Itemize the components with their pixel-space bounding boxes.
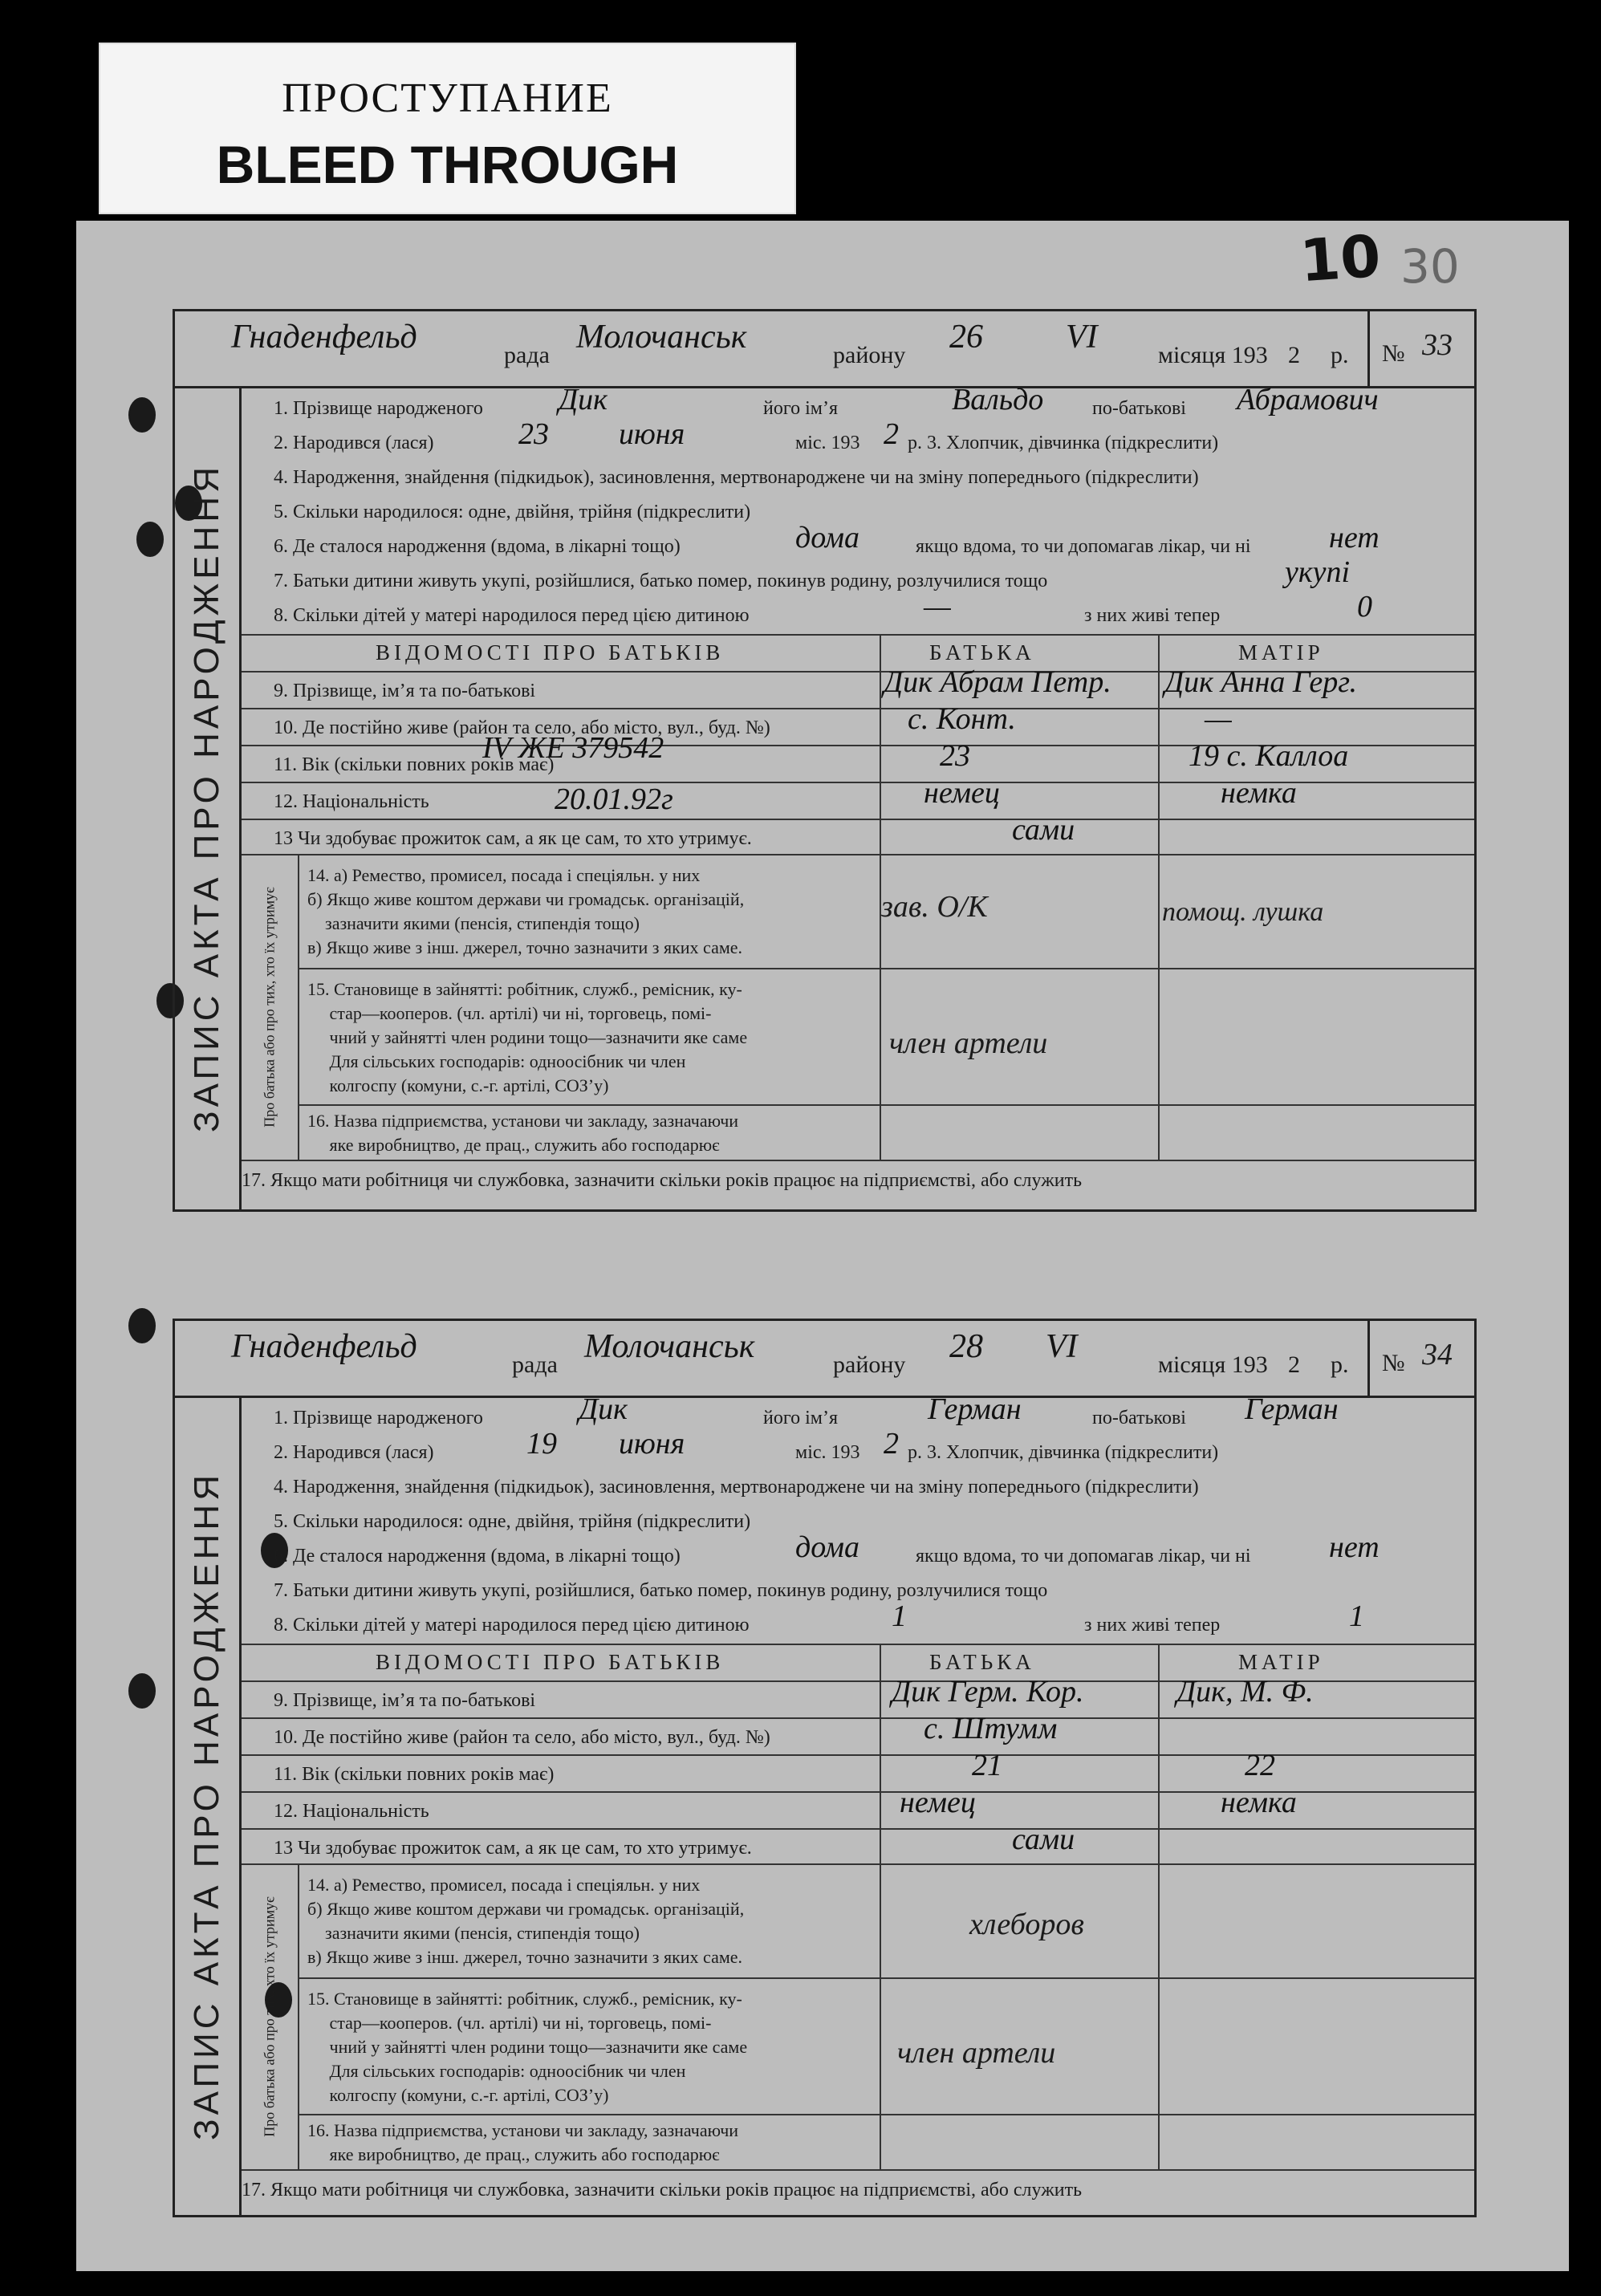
- q6b-label: якщо вдома, то чи допомагав лікар, чи ні: [916, 1546, 1251, 1567]
- born-day-value: 19: [526, 1427, 557, 1461]
- label-english: BLEED THROUGH: [216, 135, 679, 194]
- record-number-box: [1367, 311, 1474, 386]
- support-value: сами: [1012, 1823, 1075, 1856]
- mother-name-value: Дик, М. Ф.: [1176, 1675, 1314, 1709]
- q1-label: 1. Прізвище народженого: [274, 1408, 483, 1428]
- record-year-digit: 2: [1288, 342, 1300, 368]
- bleed-through-label: [100, 44, 794, 213]
- label-misiatsia: місяця 193: [1158, 342, 1268, 368]
- q10-label: 10. Де постійно живе (район та село, або місто, вул., буд. №): [274, 717, 770, 738]
- q6-label: 6. Де сталося народження (вдома, в лікарні тощо): [274, 536, 681, 557]
- q1b-label: його ім’я: [763, 398, 838, 419]
- mother-occupation-value: помощ. лушка: [1162, 897, 1324, 927]
- employment-status-value: член артели: [889, 1026, 1048, 1060]
- record-header: [175, 1321, 1474, 1398]
- q13-label: 13 Чи здобуває прожиток сам, а як це сам, то хто утримує.: [274, 1838, 752, 1859]
- surname-value: Дик: [559, 383, 607, 417]
- divider: [242, 854, 1474, 855]
- divider: [242, 1863, 1474, 1865]
- mother-nationality-value: немка: [1221, 1786, 1297, 1819]
- divider: [242, 708, 1474, 709]
- father-nationality-value: немец: [924, 776, 1000, 810]
- label-r: р.: [1331, 1351, 1349, 1378]
- q12-label: 12. Національність: [274, 1801, 429, 1822]
- mother-age-value: 19 с. Каллоа: [1189, 739, 1349, 773]
- q2b-label: міс. 193: [795, 1442, 860, 1463]
- q2b-label: міс. 193: [795, 433, 860, 453]
- born-month-value: июня: [619, 1427, 685, 1461]
- archive-stamp-number: IV ЖЕ 379542: [482, 731, 664, 765]
- q17-label: 17. Якщо мати робітниця чи службовка, зазначити скільки років працює на підприємстві, або служить: [242, 2180, 1083, 2201]
- born-day-value: 23: [518, 417, 549, 451]
- patronymic-value: Герман: [1245, 1392, 1339, 1426]
- side-subtitle: [242, 854, 299, 1160]
- patronymic-value: Абрамович: [1237, 383, 1379, 417]
- q9-label: 9. Прізвище, ім’я та по-батькові: [274, 681, 536, 701]
- q14-label: 14. а) Ремество, промисел, посада і спеціяльн. у них б) Якщо живе коштом держави чи громадськ. організацій, зазначити якими (пенсія, стипендія тощо) в) Якщо живе з інш. джерел, точно зазначити з яких саме.: [307, 1875, 745, 1967]
- punch-hole: [136, 522, 164, 557]
- divider: [242, 1160, 1474, 1161]
- q8-label: 8. Скільки дітей у матері народилося перед цією дитиною: [274, 605, 750, 626]
- record-day: 26: [949, 319, 983, 356]
- birth-place-value: дома: [795, 1530, 860, 1564]
- q2-label: 2. Народився (лася): [274, 1442, 434, 1463]
- q11-label: 11. Вік (скільки повних років має): [274, 1764, 555, 1785]
- record-day: 28: [949, 1328, 983, 1365]
- doctor-value: нет: [1329, 1530, 1380, 1564]
- employment-status-value: член артели: [897, 2036, 1056, 2070]
- name-value: Герман: [928, 1392, 1022, 1426]
- divider: [242, 2169, 1474, 2171]
- district-name: Молочанськ: [576, 319, 747, 356]
- divider: [298, 1104, 1474, 1106]
- q8b-label: з них живі тепер: [1084, 605, 1221, 626]
- birth-place-value: дома: [795, 521, 860, 555]
- mother-address-value: —: [1205, 702, 1232, 736]
- q5-label: 5. Скільки народилося: одне, двійня, трійня (підкреслити): [274, 1511, 751, 1532]
- q8b-label: з них живі тепер: [1084, 1615, 1221, 1636]
- q2c-label: р. 3. Хлопчик, дівчинка (підкреслити): [908, 1442, 1219, 1463]
- q17-label: 17. Якщо мати робітниця чи службовка, зазначити скільки років працює на підприємстві, або служить: [242, 1170, 1083, 1191]
- born-month-value: июня: [619, 417, 685, 451]
- mother-heading: МАТІР: [1238, 640, 1324, 664]
- q4-label: 4. Народження, знайдення (підкидьок), засиновлення, мертвонароджене чи на зміну попереднього (підкреслити): [274, 467, 1199, 488]
- side-title: [175, 1396, 242, 2215]
- archive-stamp-date: 20.01.92г: [555, 782, 673, 816]
- father-address-value: с. Штумм: [924, 1712, 1058, 1745]
- q7-label: 7. Батьки дитини живуть укупі, розійшлися, батько помер, покинув родину, розлучилися тощо: [274, 1580, 1048, 1601]
- q6-label: 6. Де сталося народження (вдома, в лікарні тощо): [274, 1546, 681, 1567]
- q6b-label: якщо вдома, то чи допомагав лікар, чи ні: [916, 536, 1251, 557]
- mother-age-value: 22: [1245, 1749, 1275, 1782]
- punch-hole: [128, 1673, 156, 1709]
- divider: [242, 1644, 1474, 1645]
- parents-heading: ВІДОМОСТІ ПРО БАТЬКІВ: [376, 640, 725, 664]
- side-subtitle-text: Про батька або про тих, хто їх утримує: [261, 886, 278, 1128]
- birth-record-form: [173, 309, 1477, 1212]
- born-year-value: 2: [884, 417, 899, 451]
- q16-label: 16. Назва підприємства, установи чи закладу, зазначаючи яке виробництво, де прац., служить або господарює: [307, 1111, 739, 1155]
- label-rada: рада: [504, 342, 550, 368]
- column-divider: [1158, 1644, 1160, 2169]
- father-nationality-value: немец: [900, 1786, 976, 1819]
- q9-label: 9. Прізвище, ім’я та по-батькові: [274, 1690, 536, 1711]
- record-number-box: [1367, 1321, 1474, 1396]
- doctor-value: нет: [1329, 521, 1380, 555]
- side-title-text: ЗАПИС АКТА ПРО НАРОДЖЕННЯ: [187, 463, 226, 1132]
- record-header: [175, 311, 1474, 388]
- kids-alive-value: 0: [1357, 590, 1372, 624]
- q12-label: 12. Національність: [274, 791, 429, 812]
- father-age-value: 21: [972, 1749, 1002, 1782]
- column-divider: [1158, 634, 1160, 1160]
- mother-name-value: Дик Анна Герг.: [1164, 665, 1358, 699]
- punch-hole: [128, 1308, 156, 1343]
- birth-record-form: [173, 1319, 1477, 2217]
- kids-alive-value: 1: [1349, 1599, 1364, 1633]
- q15-label: 15. Становище в зайнятті: робітник, служб., ремісник, ку- стар—кооперов. (чл. артілі) чи ні, торговець, помі- чний у зайнятті член родини тощо—зазначити яке саме Для сільських господарів: одноосібник чи член колгоспу (комуни, с.-г. артілі, СОЗ’у): [307, 979, 748, 1095]
- q10-label: 10. Де постійно живе (район та село, або місто, вул., буд. №): [274, 1727, 770, 1748]
- label-rada: рада: [512, 1351, 558, 1378]
- q2-label: 2. Народився (лася): [274, 433, 434, 453]
- q14-label: 14. а) Ремество, промисел, посада і спеціяльн. у них б) Якщо живе коштом держави чи громадськ. організацій, зазначити якими (пенсія, стипендія тощо) в) Якщо живе з інш. джерел, точно зазначити з яких саме.: [307, 865, 745, 957]
- father-name-value: Дик Герм. Кор.: [892, 1675, 1084, 1709]
- father-heading: БАТЬКА: [929, 640, 1035, 664]
- divider: [242, 819, 1474, 820]
- kids-before-value: —: [924, 590, 951, 624]
- father-occupation-value: зав. О/К: [881, 890, 988, 924]
- record-month: VI: [1046, 1328, 1078, 1365]
- side-subtitle: [242, 1863, 299, 2169]
- mother-heading: МАТІР: [1238, 1650, 1324, 1674]
- q8-label: 8. Скільки дітей у матері народилося перед цією дитиною: [274, 1615, 750, 1636]
- father-heading: БАТЬКА: [929, 1650, 1035, 1674]
- divider: [242, 634, 1474, 636]
- side-subtitle-text: Про батька або про тих, хто їх утримує: [261, 1896, 278, 2137]
- side-title-text: ЗАПИС АКТА ПРО НАРОДЖЕННЯ: [187, 1470, 226, 2140]
- label-r: р.: [1331, 342, 1349, 368]
- support-value: сами: [1012, 813, 1075, 847]
- q1-label: 1. Прізвище народженого: [274, 398, 483, 419]
- q15-label: 15. Становище в зайнятті: робітник, служб., ремісник, ку- стар—кооперов. (чл. артілі) чи ні, торговець, помі- чний у зайнятті член родини тощо—зазначити яке саме Для сільських господарів: одноосібник чи член колгоспу (комуни, с.-г. артілі, СОЗ’у): [307, 1989, 748, 2105]
- born-year-value: 2: [884, 1427, 899, 1461]
- record-number: 34: [1422, 1338, 1453, 1372]
- side-title: [175, 386, 242, 1209]
- parents-heading: ВІДОМОСТІ ПРО БАТЬКІВ: [376, 1650, 725, 1674]
- label-russian: ПРОСТУПАНИЕ: [282, 75, 613, 121]
- council-name: Гнаденфельд: [231, 319, 417, 356]
- q13-label: 13 Чи здобуває прожиток сам, а як це сам, то хто утримує.: [274, 828, 752, 849]
- kids-before-value: 1: [892, 1599, 907, 1633]
- council-name: Гнаденфельд: [231, 1328, 417, 1365]
- mother-nationality-value: немка: [1221, 776, 1297, 810]
- q1c-label: по-батькові: [1092, 398, 1186, 419]
- record-month: VI: [1066, 319, 1098, 356]
- divider: [298, 1977, 1474, 1979]
- q16-label: 16. Назва підприємства, установи чи закладу, зазначаючи яке виробництво, де прац., служить або господарює: [307, 2120, 739, 2164]
- column-divider: [880, 1644, 881, 2169]
- district-name: Молочанськ: [584, 1328, 755, 1365]
- name-value: Вальдо: [952, 383, 1044, 417]
- q5-label: 5. Скільки народилося: одне, двійня, трійня (підкреслити): [274, 502, 751, 522]
- q2c-label: р. 3. Хлопчик, дівчинка (підкреслити): [908, 433, 1219, 453]
- father-occupation-value: хлеборов: [969, 1908, 1084, 1941]
- label-misiatsia: місяця 193: [1158, 1351, 1268, 1378]
- record-number: 33: [1422, 328, 1453, 362]
- q1c-label: по-батькові: [1092, 1408, 1186, 1428]
- label-number: №: [1382, 340, 1405, 367]
- label-raionu: району: [833, 342, 906, 368]
- q11-label: 11. Вік (скільки повних років має): [274, 754, 555, 775]
- archive-number-handwritten: 10: [1298, 221, 1384, 295]
- label-raionu: району: [833, 1351, 906, 1378]
- q4-label: 4. Народження, знайдення (підкидьок), засиновлення, мертвонароджене чи на зміну попереднього (підкреслити): [274, 1477, 1199, 1497]
- punch-hole: [128, 397, 156, 433]
- divider: [298, 2114, 1474, 2115]
- q1b-label: його ім’я: [763, 1408, 838, 1428]
- father-address-value: с. Конт.: [908, 702, 1016, 736]
- q7-label: 7. Батьки дитини живуть укупі, розійшлися, батько помер, покинув родину, розлучилися тощо: [274, 571, 1048, 591]
- divider: [298, 968, 1474, 969]
- label-number: №: [1382, 1350, 1405, 1376]
- father-age-value: 23: [940, 739, 970, 773]
- divider: [242, 1828, 1474, 1830]
- archive-number-faint: 30: [1400, 239, 1460, 294]
- divider: [242, 1717, 1474, 1719]
- parents-status-value: укупі: [1285, 555, 1351, 589]
- record-year-digit: 2: [1288, 1351, 1300, 1378]
- father-name-value: Дик Абрам Петр.: [884, 665, 1111, 699]
- surname-value: Дик: [579, 1392, 628, 1426]
- divider: [242, 1754, 1474, 1756]
